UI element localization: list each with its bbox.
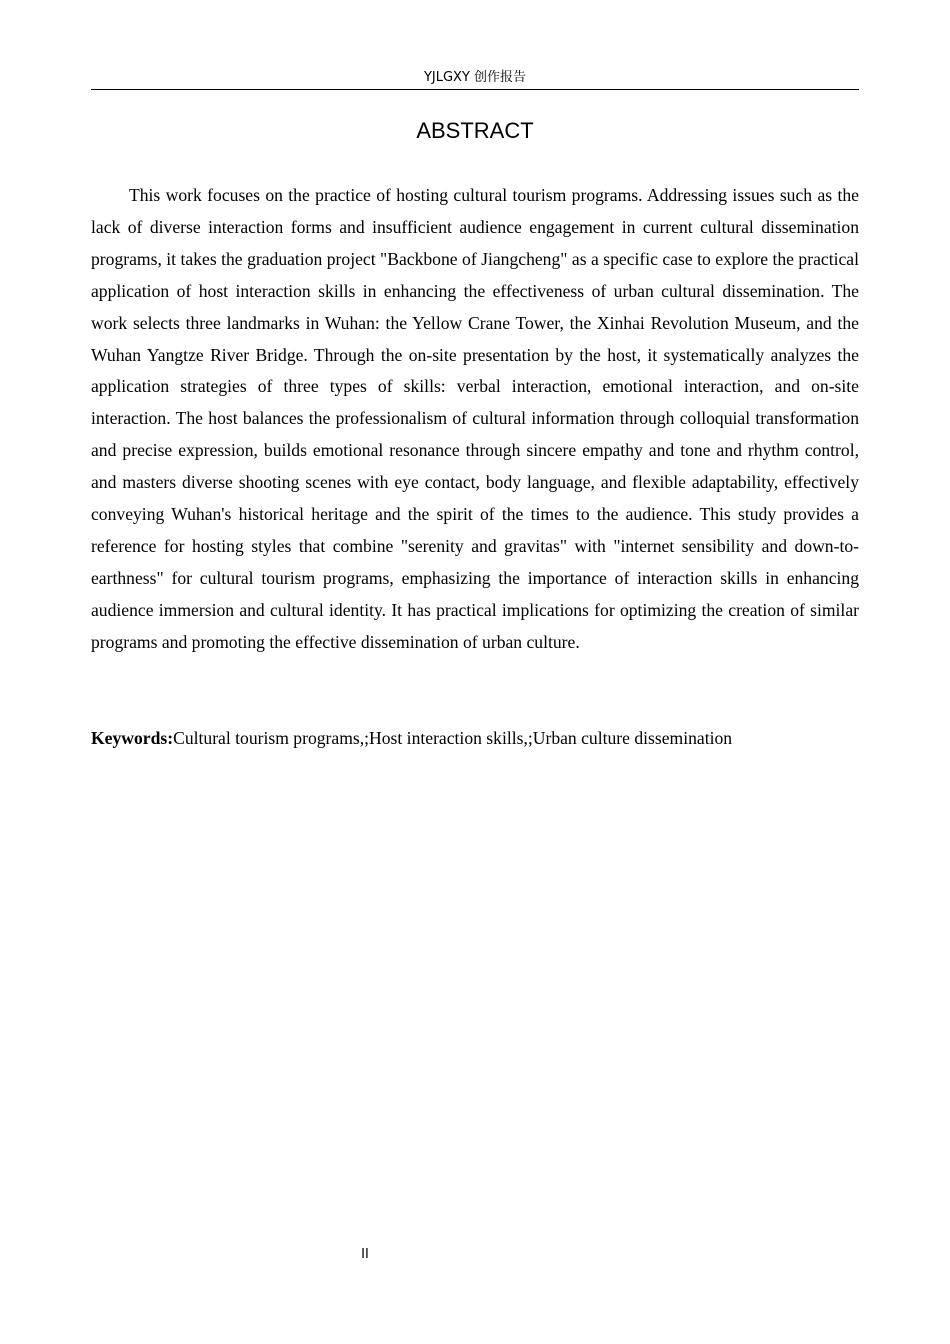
header-rule (91, 89, 859, 90)
keywords-label: Keywords: (91, 728, 174, 748)
page-number: II (361, 1247, 369, 1262)
running-header: YJLGXY 创作报告 (423, 70, 527, 85)
abstract-body: This work focuses on the practice of hosting cultural tourism programs. Addressing issues such as the lack of diverse interaction forms and insufficient audience engagement in current cultural dissemination programs, it takes the graduation project "Backbone of Jiangcheng" as a specific case to explore the practical application of host interaction skills in enhancing the effectiveness of urban cultural dissemination. The work selects three landmarks in Wuhan: the Yellow Crane Tower, the Xinhai Revolution Museum, and the Wuhan Yangtze River Bridge. Through the on-site presentation by the host, it systematically analyzes the application strategies of three types of skills: verbal interaction, emotional interaction, and on-site interaction. The host balances the professionalism of cultural information through colloquial transformation and precise expression, builds emotional resonance through sincere empathy and tone and rhythm control, and masters diverse shooting scenes with eye contact, body language, and flexible adaptability, effectively conveying Wuhan's historical heritage and the spirit of the times to the audience. This study provides a reference for hosting styles that combine "serenity and gravitas" with "internet sensibility and down-to-earthness" for cultural tourism programs, emphasizing the importance of interaction skills in enhancing audience immersion and cultural identity. It has practical implications for optimizing the creation of similar programs and promoting the effective dissemination of urban culture. (91, 185, 859, 652)
keywords-line (91, 723, 859, 755)
abstract-title: ABSTRACT (416, 118, 534, 143)
keywords-text: Cultural tourism programs,;Host interaction skills,;Urban culture dissemination (173, 728, 733, 748)
